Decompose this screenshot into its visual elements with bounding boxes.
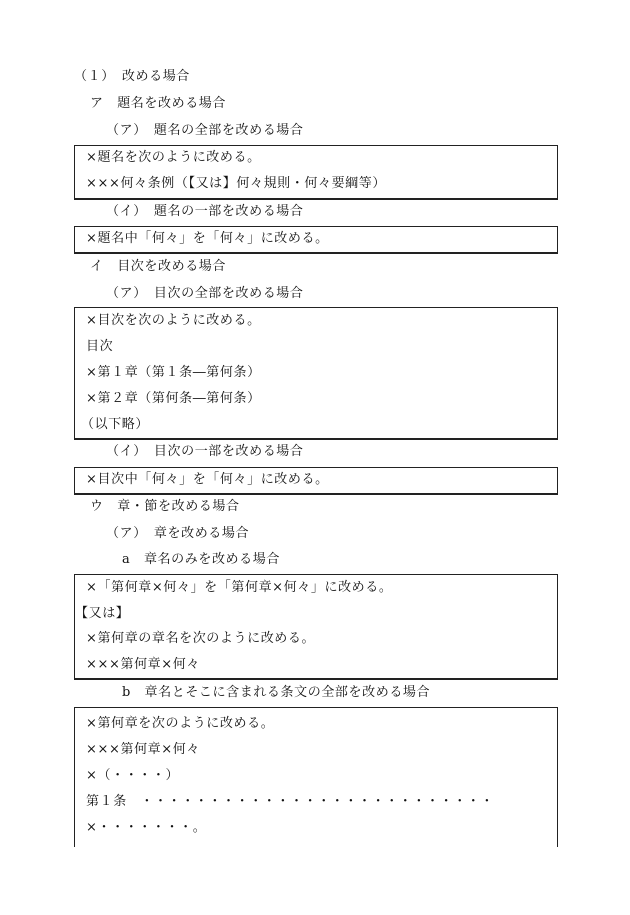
example-box-title-partial bbox=[74, 226, 558, 254]
box-line: ×××何々条例（【又は】何々規則・何々要綱等） bbox=[86, 176, 386, 191]
heading-ca: a 章名のみを改める場合 bbox=[122, 552, 280, 567]
box-line: （以下略） bbox=[81, 417, 150, 432]
heading-a2: （イ） 題名の一部を改める場合 bbox=[106, 204, 304, 219]
box-line: ×××第何章×何々 bbox=[86, 657, 200, 672]
heading-b: イ 目次を改める場合 bbox=[90, 259, 227, 274]
box-line: ×××第何章×何々 bbox=[86, 742, 200, 757]
heading-a: ア 題名を改める場合 bbox=[90, 96, 227, 111]
heading-b2: （イ） 目次の一部を改める場合 bbox=[106, 444, 304, 459]
example-box-chapter-full bbox=[74, 707, 558, 847]
box-line: ×第何章の章名を次のように改める。 bbox=[86, 631, 316, 646]
box-line: ×目次を次のように改める。 bbox=[86, 313, 261, 328]
heading-c1: （ア） 章を改める場合 bbox=[106, 526, 250, 541]
heading-b1: （ア） 目次の全部を改める場合 bbox=[106, 286, 304, 301]
box-line: 目次 bbox=[86, 339, 114, 354]
heading-cb: b 章名とそこに含まれる条文の全部を改める場合 bbox=[122, 685, 431, 700]
heading-a1: （ア） 題名の全部を改める場合 bbox=[106, 123, 304, 138]
box-line: 第１条 ・・・・・・・・・・・・・・・・・・・・・・・・・・ bbox=[86, 794, 495, 809]
heading-c: ウ 章・節を改める場合 bbox=[90, 499, 240, 514]
example-box-toc-partial bbox=[74, 467, 558, 495]
box-line: ×題名を次のように改める。 bbox=[86, 150, 261, 165]
box-line: ×題名中「何々」を「何々」に改める。 bbox=[86, 231, 329, 246]
heading-section-1: （１） 改める場合 bbox=[74, 69, 190, 84]
example-box-toc-full bbox=[74, 307, 558, 440]
example-box-chapter-name bbox=[74, 574, 558, 680]
box-line: ×（・・・・） bbox=[86, 768, 180, 783]
box-line: ×第２章（第何条―第何条） bbox=[86, 391, 261, 406]
box-line: ×第１章（第１条―第何条） bbox=[86, 365, 261, 380]
box-line: ×・・・・・・・。 bbox=[86, 820, 207, 835]
box-line: ×目次中「何々」を「何々」に改める。 bbox=[86, 472, 329, 487]
box-line: 【又は】 bbox=[75, 606, 130, 621]
box-line: ×第何章を次のように改める。 bbox=[86, 716, 275, 731]
example-box-title-full bbox=[74, 145, 558, 200]
box-line: ×「第何章×何々」を「第何章×何々」に改める。 bbox=[86, 580, 393, 595]
